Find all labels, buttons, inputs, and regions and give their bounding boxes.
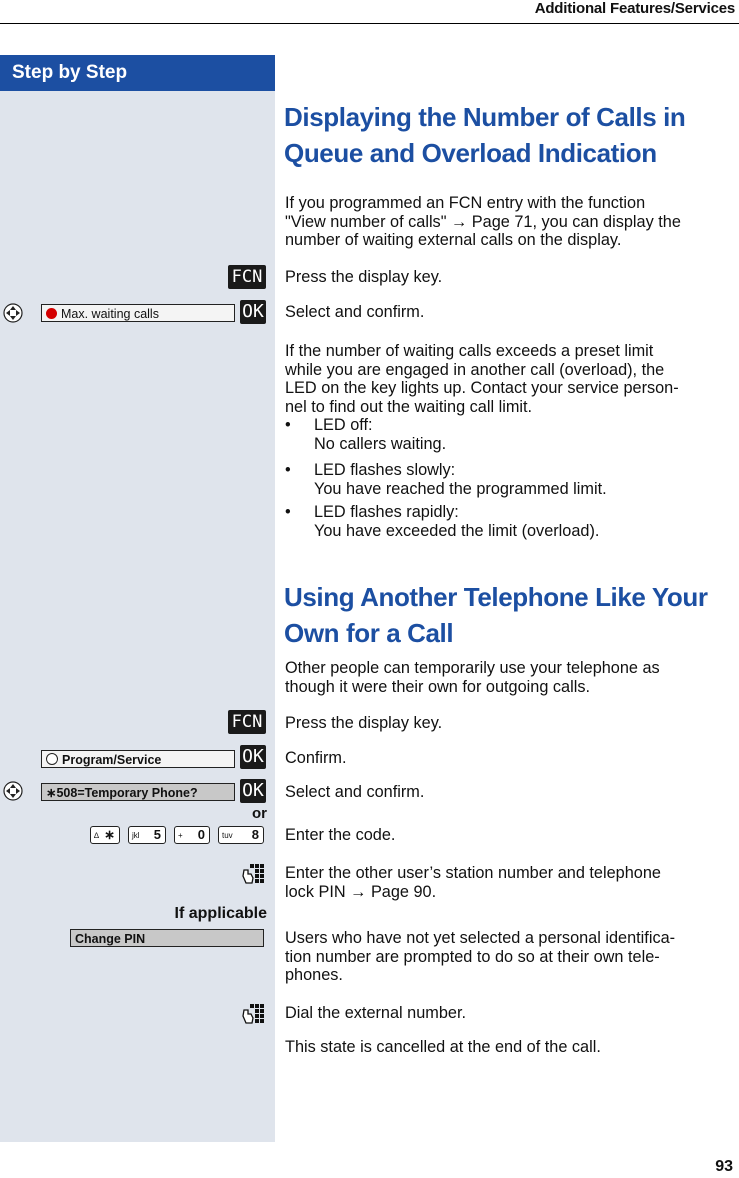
- keypad-8-key[interactable]: [218, 826, 264, 844]
- keypad-hand-icon: [242, 862, 264, 884]
- step-text: Confirm.: [285, 749, 347, 767]
- pin-line: tion number are prompted to do so at their own tele-: [285, 947, 660, 966]
- display-option-program-service[interactable]: [41, 750, 235, 768]
- header-rule: [0, 23, 739, 24]
- bullet-line: LED flashes rapidly:: [314, 503, 459, 521]
- key-label: ∗: [104, 827, 115, 842]
- desc-line: If the number of waiting calls exceeds a preset limit: [285, 342, 654, 360]
- intro-line: number of waiting external calls on the display.: [285, 231, 622, 249]
- step-text: Enter the code.: [285, 826, 396, 844]
- bullet-item: [285, 503, 725, 541]
- display-option-label: Program/Service: [62, 753, 162, 767]
- step-text: Press the display key.: [285, 714, 443, 732]
- section2-heading-line1: Using Another Telephone Like Your: [284, 582, 708, 612]
- display-option-label: Max. waiting calls: [61, 307, 159, 321]
- bullet-line: LED off:: [314, 416, 373, 434]
- pin-line: Users who have not yet selected a personal identifica-: [285, 929, 676, 947]
- step-text: Press the display key.: [285, 268, 443, 286]
- ok-key[interactable]: OK: [240, 779, 266, 803]
- section2-intro: [285, 659, 735, 696]
- display-option-change-pin[interactable]: Change PIN: [70, 929, 264, 947]
- key-sublabel: tuv: [222, 831, 233, 840]
- closing-text: This state is cancelled at the end of the call.: [285, 1038, 601, 1056]
- bullet-line: No callers waiting.: [314, 434, 447, 453]
- intro-line: "View number of calls" → Page 71, you can display the: [285, 212, 681, 231]
- section1-heading-line2: Queue and Overload Indication: [284, 138, 657, 168]
- navigation-key-icon[interactable]: [3, 303, 23, 323]
- key-sublabel: ∆: [94, 831, 99, 840]
- step-text: Select and confirm.: [285, 783, 425, 801]
- keypad-5-key[interactable]: [128, 826, 166, 844]
- section2-heading-line2: Own for a Call: [284, 618, 454, 648]
- bullet-line: You have reached the programmed limit.: [314, 479, 607, 498]
- step-by-step-sidebar: [0, 55, 275, 1142]
- page-header: [0, 0, 739, 22]
- key-label: 8: [251, 827, 259, 842]
- fcn-key[interactable]: FCN: [228, 710, 266, 734]
- key-label: 5: [153, 827, 161, 842]
- step-text: [285, 864, 735, 901]
- navigation-key-icon[interactable]: [3, 781, 23, 801]
- desc-line: nel to find out the waiting call limit.: [285, 397, 533, 416]
- if-applicable-label: If applicable: [174, 905, 267, 922]
- bullet-line: You have exceeded the limit (overload).: [314, 521, 600, 540]
- step-text: Dial the external number.: [285, 1004, 467, 1022]
- step-text: [285, 929, 735, 985]
- key-label: 0: [197, 827, 205, 842]
- bullet-item: [285, 461, 725, 499]
- keypad-0-key[interactable]: [174, 826, 210, 844]
- bullet-dot: •: [285, 416, 291, 434]
- section1-heading: [284, 99, 724, 171]
- bullet-line: LED flashes slowly:: [314, 461, 456, 479]
- keypad-star-key[interactable]: [90, 826, 120, 844]
- station-line: Enter the other user’s station number and telephone: [285, 864, 661, 882]
- display-option-temporary-phone[interactable]: ∗508=Temporary Phone?: [41, 783, 235, 801]
- or-label: or: [252, 805, 267, 822]
- ok-key[interactable]: OK: [240, 300, 266, 324]
- bullet-dot: •: [285, 503, 291, 521]
- intro-line: though it were their own for outgoing calls.: [285, 677, 590, 696]
- pin-line: phones.: [285, 966, 343, 984]
- section1-heading-line1: Displaying the Number of Calls in: [284, 102, 686, 132]
- bullet-item: [285, 416, 725, 454]
- intro-line: Other people can temporarily use your telephone as: [285, 659, 660, 677]
- step-by-step-banner: [0, 55, 275, 91]
- keypad-hand-icon: [242, 1002, 264, 1024]
- header-title: Additional Features/Services: [534, 0, 735, 17]
- fcn-key[interactable]: FCN: [228, 265, 266, 289]
- key-sublabel: jkl: [132, 831, 140, 840]
- section1-description: [285, 342, 735, 416]
- station-line: lock PIN → Page 90.: [285, 882, 437, 901]
- sidebar-title: Step by Step: [12, 62, 128, 83]
- section2-heading: [284, 579, 724, 651]
- intro-line: If you programmed an FCN entry with the function: [285, 194, 646, 212]
- ok-key[interactable]: OK: [240, 745, 266, 769]
- page-number: 93: [715, 1158, 733, 1175]
- option-bullet-icon: [46, 753, 58, 765]
- display-option-max-waiting-calls[interactable]: [41, 304, 235, 322]
- section1-intro: [285, 194, 735, 250]
- selected-bullet-icon: [46, 308, 57, 319]
- bullet-dot: •: [285, 461, 291, 479]
- step-text: Select and confirm.: [285, 303, 425, 321]
- desc-line: while you are engaged in another call (overload), the: [285, 360, 665, 379]
- desc-line: LED on the key lights up. Contact your service person-: [285, 379, 679, 397]
- key-sublabel: +: [178, 831, 183, 840]
